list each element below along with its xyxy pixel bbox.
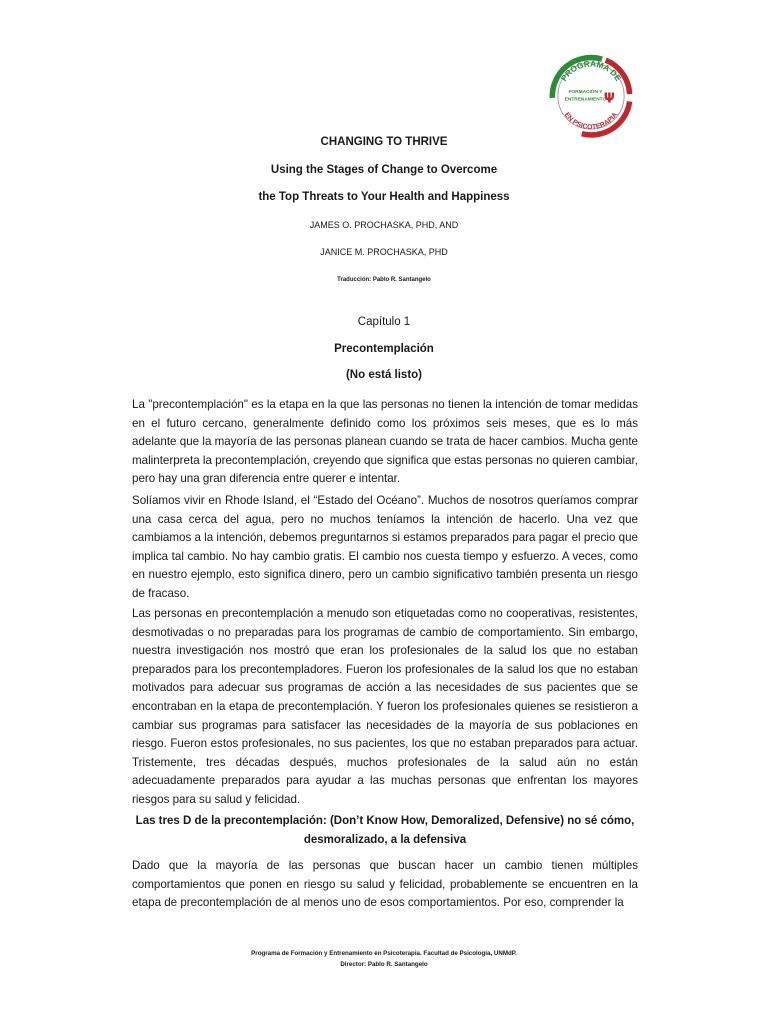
body-paragraph-1: La "precontemplación" es la etapa en la que las personas no tienen la intención de tomar medidas en el futuro cercano, generalmente definido como los próximos seis meses, que es lo más adelante que la mayoría de las personas planean cuando se trata de hacer cambios. Mucha gente malinterpreta la precontemplación, creyendo que significa que estas personas no quieren cambiar, pero hay una gran diferencia entre querer e intentar. [132,398,638,486]
author-line1: JAMES O. PROCHASKA, PHD, AND [309,220,459,230]
document-title: CHANGING TO THRIVE [320,136,448,148]
logo-center-line1: FORMACIÓN Y [568,90,603,96]
chapter-title: Precontemplación [334,343,434,355]
body-paragraph-2: Solíamos vivir en Rhode Island, el “Estado del Océano”. Muchos de nosotros queríamos comprar una casa cerca del agua, pero no muchos teníamos la intención de hacerlo. Una vez que cambiamos a la intención, debemos preguntarnos si estamos preparados para pagar el precio que implica tal cambio. No hay cambio gratis. El cambio nos cuesta tiempo y esfuerzo. A veces, como en nuestro ejemplo, esto significa dinero, pero un cambio significativo también presenta un riesgo de fracaso. [132,494,638,600]
document-subtitle-line1: Using the Stages of Change to Overcome [270,164,498,176]
document-subtitle-line2: the Top Threats to Your Health and Happiness [258,191,510,203]
section-heading: Las tres D de la precontemplación: (Don’t Know How, Demoralized, Defensive) no sé cómo, desmoralizado, a la defensiva [135,815,635,846]
footer-director: Director: Pablo R. Santangelo [340,961,428,968]
translation-credit: Traducción: Pablo R. Santangelo [337,277,431,283]
psi-icon: Ψ [603,91,615,107]
author-line2: JANICE M. PROCHASKA, PHD [320,247,448,257]
chapter-subtitle: (No está listo) [345,369,423,381]
logo-bottom-text: EN PSICOTERAPIA [562,111,620,132]
footer-institution: Programa de Formación y Entrenamiento en Psicoterapia. Facultad de Psicología, UNMdP. [251,950,517,957]
body-paragraph-4: Dado que la mayoría de las personas que buscan hacer un cambio tienen múltiples comportamientos que ponen en riesgo su salud y felicidad, probablemente se encuentren en la etapa de precontemplación de al menos uno de esos comportamientos. Por eso, comprender la [132,859,638,910]
body-paragraph-3: Las personas en precontemplación a menudo son etiquetadas como no cooperativas, resistentes, desmotivadas o no preparadas para los programas de cambio de comportamiento. Sin embargo, nuestra investigación nos mostró que eran los profesionales de la salud los que no estaban preparados para los precontempladores. Fueron los profesionales de la salud los que no estaban motivados para adecuar sus programas de acción a las necesidades de sus pacientes que se encontraban en la etapa de precontemplación. Y fueron los profesionales quienes se resistieron a cambiar sus programas para satisfacer las necesidades de la mayoría de sus poblaciones en riesgo. Fueron estos profesionales, no sus pacientes, los que no estaban preparados para actuar. Tristemente, tres décadas después, muchos profesionales de la salud aún no están adecuadamente preparados para ayudar a las muchas personas que enfrentan los mayores riesgos para su salud y felicidad. [132,607,638,806]
logo-top-text: PROGRAMA DE [559,59,623,83]
program-logo [545,50,637,142]
chapter-number: Capítulo 1 [357,316,411,328]
logo-center-line2: ENTRENAMIENTO [564,97,607,103]
